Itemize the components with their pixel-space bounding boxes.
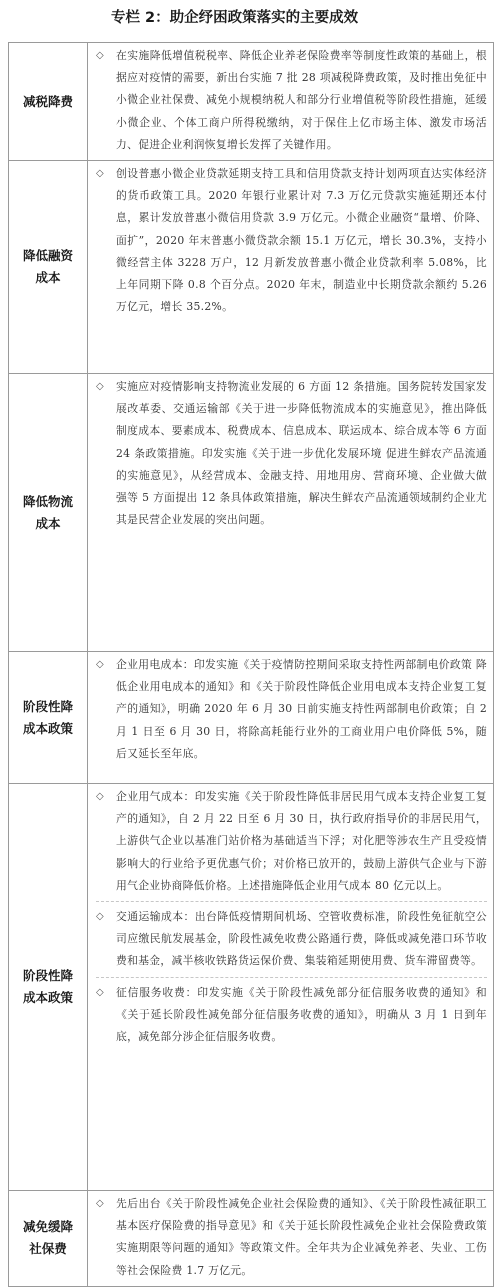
policy-item-text: 征信服务收费：印发实施《关于阶段性减免部分征信服务收费的通知》和《关于延长阶段性减免部分征信服务收费的通知》，明确从 3 月 1 日到年底，减免部分涉企征信服务收费。 — [116, 985, 487, 1044]
policy-row — [9, 374, 494, 652]
diamond-bullet-icon: ◇ — [96, 1198, 104, 1210]
row-category-label: 降低融资成本 — [22, 248, 73, 286]
row-category-cell — [9, 161, 88, 374]
diamond-bullet-icon: ◇ — [96, 911, 104, 923]
row-category-cell — [9, 1191, 88, 1287]
policy-item-text: 交通运输成本：出台降低疫情期间机场、空管收费标准，阶段性免征航空公司应缴民航发展基金，阶段性减免收费公路通行费，降低或减免港口环节收费和基金，减半核收铁路货运保价费、集装箱延期使用费、货车滞留费等。 — [116, 910, 487, 968]
policy-row — [9, 1191, 494, 1287]
row-content-cell — [88, 374, 494, 652]
row-content-cell — [88, 43, 494, 161]
column-title: 专栏 2：助企纾困政策落实的主要成效 — [111, 10, 359, 26]
diamond-bullet-icon: ◇ — [96, 50, 104, 61]
policy-item-text: 创设普惠小微企业贷款延期支持工具和信用贷款支持计划两项直达实体经济的货币政策工具。2020 年银行业累计对 7.3 万亿元贷款实施延期还本付息，累计发放普惠小微信用贷款 3.9 万亿元。小微企业融资“量增、价降、面扩”，2020 年末普惠小微贷款余额 15.1 万亿元，增长 30.3%，支持小微经营主体 3228 万户，12 月新发放普惠小微企业贷款利率 5.08%，比上年同期下降 0.8 个百分点。2020 年末，制造业中长期贷款余额约 5.26 万亿元，增长 35.2%。 — [116, 167, 487, 314]
row-content-cell — [88, 161, 494, 374]
diamond-bullet-icon: ◇ — [96, 659, 104, 671]
row-category-label: 减免缓降社保费 — [22, 1219, 73, 1257]
policy-row — [9, 652, 494, 784]
policy-item — [96, 977, 487, 1049]
policy-row — [9, 43, 494, 161]
diamond-bullet-icon: ◇ — [96, 791, 104, 803]
row-category-label: 减税降费 — [22, 93, 73, 109]
policy-item — [96, 1193, 487, 1282]
diamond-bullet-icon: ◇ — [96, 986, 104, 998]
row-category-cell — [9, 652, 88, 784]
row-category-label: 阶段性降成本政策 — [22, 698, 73, 736]
row-category-label: 降低物流成本 — [22, 493, 73, 531]
policy-item-text: 在实施降低增值税税率、降低企业养老保险费率等制度性政策的基础上，根据应对疫情的需要，新出台实施 7 批 28 项减税降费政策，及时推出免征中小微企业社保费、减免小规模纳税人和部分行业增值税等阶段性措施，延缓小微企业、个体工商户所得税缴纳，对于保住上亿市场主体、激发市场活力、促进企业利润恢复增长发挥了关键作用。 — [116, 49, 487, 151]
row-category-cell — [9, 374, 88, 652]
row-content-cell — [88, 652, 494, 784]
policy-row — [9, 784, 494, 1191]
diamond-bullet-icon: ◇ — [96, 381, 104, 393]
row-content-cell — [88, 784, 494, 1191]
policy-item-text: 实施应对疫情影响支持物流业发展的 6 方面 12 条措施。国务院转发国家发展改革委、交通运输部《关于进一步降低物流成本的实施意见》，推出降低制度成本、要素成本、税费成本、信息成本、联运成本、综合成本等 6 方面 24 条政策措施。印发实施《关于进一步优化发展环境 促进生鲜农产品流通的实施意见》，从经营成本、金融支持、用地用房、营商环境、企业做大做强等 5 方面提出 12 条具体政策措施，解决生鲜农产品流通领域制约企业尤其是民营企业发展的突出问题。 — [116, 380, 487, 527]
row-content-cell — [88, 1191, 494, 1287]
policy-table — [8, 42, 494, 1287]
row-category-cell — [9, 43, 88, 161]
policy-item — [96, 654, 487, 765]
row-category-label: 阶段性降成本政策 — [22, 968, 73, 1006]
policy-item-text: 先后出台《关于阶段性减免企业社会保险费的通知》、《关于阶段性减征职工基本医疗保险费的指导意见》和《关于延长阶段性减免企业社会保险费政策实施期限等问题的通知》等政策文件。全年共为企业减免养老、失业、工伤等社会保险费 1.7 万亿元。 — [116, 1197, 487, 1277]
policy-item — [96, 901, 487, 973]
policy-item — [96, 163, 487, 318]
policy-item — [96, 376, 487, 531]
policy-item-text: 企业用气成本：印发实施《关于阶段性降低非居民用气成本支持企业复工复产的通知》，自 2 月 22 日至 6 月 30 日，执行政府指导价的非居民用气，上游供气企业以基准门站价格为基础适当下浮；对化肥等涉农生产且受疫情影响大的行业给予更优惠气价；对价格已放开的，鼓励上游供气企业与下游用气企业协商降低价格。上述措施降低企业用气成本 80 亿元以上。 — [116, 790, 487, 892]
row-category-cell — [9, 784, 88, 1191]
policy-item-text: 企业用电成本：印发实施《关于疫情防控期间采取支持性两部制电价政策 降低企业用电成本的通知》和《关于阶段性降低企业用电成本支持企业复工复产的通知》，明确 2020 年 6 月 30 日前实施支持性两部制电价政策；自 2 月 1 日至 6 月 30 日，将除高耗能行业外的工商业用户电价降低 5%，随后又延长至年底。 — [116, 658, 487, 760]
policy-row — [9, 161, 494, 374]
policy-item — [96, 786, 487, 897]
policy-item — [96, 45, 487, 156]
diamond-bullet-icon: ◇ — [96, 168, 104, 180]
policy-table-body — [9, 43, 494, 1287]
